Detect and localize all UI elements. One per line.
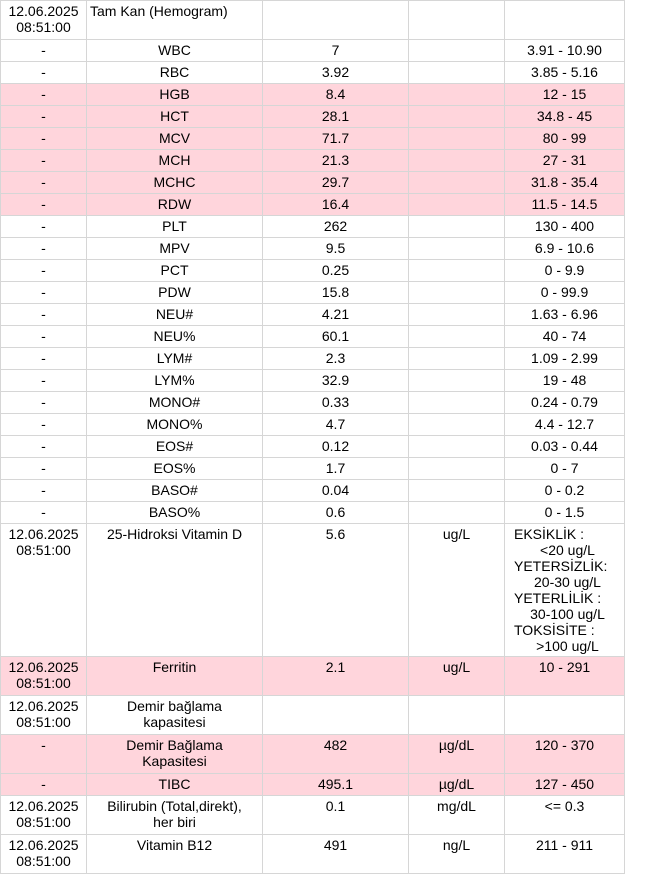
- result-value-cell: 16.4: [263, 194, 409, 216]
- result-date-cell: -: [1, 436, 87, 458]
- reference-range-cell: 0 - 0.2: [505, 480, 625, 502]
- reference-range-cell: 6.9 - 10.6: [505, 238, 625, 260]
- unit-cell: [409, 40, 505, 62]
- reference-range-cell: 40 - 74: [505, 326, 625, 348]
- result-date-cell: -: [1, 84, 87, 106]
- reference-range-cell: [505, 1, 625, 40]
- result-date-cell: -: [1, 62, 87, 84]
- unit-cell: µg/dL: [409, 774, 505, 796]
- reference-range-cell: 0.03 - 0.44: [505, 436, 625, 458]
- table-row: [1, 524, 625, 657]
- test-name-cell: MCHC: [87, 172, 263, 194]
- unit-cell: [409, 304, 505, 326]
- unit-cell: [409, 414, 505, 436]
- table-row: [1, 62, 625, 84]
- result-date-cell: -: [1, 392, 87, 414]
- result-value-cell: 2.3: [263, 348, 409, 370]
- reference-range-cell: 19 - 48: [505, 370, 625, 392]
- unit-cell: [409, 392, 505, 414]
- table-row: [1, 1, 625, 40]
- reference-range-line: EKSİKLİK :: [514, 526, 585, 542]
- unit-cell: [409, 370, 505, 392]
- test-name-cell: NEU#: [87, 304, 263, 326]
- table-row: [1, 696, 625, 735]
- reference-range-list: [508, 526, 621, 654]
- reference-range-cell: 127 - 450: [505, 774, 625, 796]
- reference-range-cell: 0.24 - 0.79: [505, 392, 625, 414]
- unit-cell: [409, 238, 505, 260]
- table-row: [1, 502, 625, 524]
- test-name-cell: WBC: [87, 40, 263, 62]
- table-row: [1, 128, 625, 150]
- reference-range-cell: [505, 696, 625, 735]
- table-row: [1, 480, 625, 502]
- table-row: [1, 392, 625, 414]
- test-name-cell: LYM#: [87, 348, 263, 370]
- table-row: [1, 304, 625, 326]
- table-row: [1, 774, 625, 796]
- result-value-cell: 29.7: [263, 172, 409, 194]
- test-name-cell: MONO#: [87, 392, 263, 414]
- result-date-cell: 12.06.2025 08:51:00: [1, 524, 87, 657]
- result-value-cell: 8.4: [263, 84, 409, 106]
- table-row: [1, 150, 625, 172]
- result-date-cell: -: [1, 194, 87, 216]
- test-name-cell: 25-Hidroksi Vitamin D: [87, 524, 263, 657]
- result-value-cell: 262: [263, 216, 409, 238]
- table-row: [1, 40, 625, 62]
- reference-range-line: 20-30 ug/L: [534, 574, 601, 590]
- reference-range-line: YETERSİZLİK:: [514, 558, 608, 574]
- reference-range-cell: 211 - 911: [505, 835, 625, 874]
- reference-range-cell: <= 0.3: [505, 796, 625, 835]
- test-name-cell: Demir bağlama kapasitesi: [87, 696, 263, 735]
- unit-cell: [409, 106, 505, 128]
- unit-cell: [409, 216, 505, 238]
- table-row: [1, 835, 625, 874]
- unit-cell: [409, 150, 505, 172]
- table-row: [1, 735, 625, 774]
- reference-range-cell: 130 - 400: [505, 216, 625, 238]
- table-row: [1, 414, 625, 436]
- table-row: [1, 458, 625, 480]
- unit-cell: [409, 458, 505, 480]
- result-value-cell: 71.7: [263, 128, 409, 150]
- reference-range-cell: 80 - 99: [505, 128, 625, 150]
- result-date-cell: -: [1, 735, 87, 774]
- result-date-cell: -: [1, 40, 87, 62]
- test-name-cell: PDW: [87, 282, 263, 304]
- reference-range-cell: 12 - 15: [505, 84, 625, 106]
- result-date-cell: -: [1, 172, 87, 194]
- test-name-cell: BASO#: [87, 480, 263, 502]
- reference-range-cell: 3.85 - 5.16: [505, 62, 625, 84]
- result-value-cell: 32.9: [263, 370, 409, 392]
- result-date-cell: -: [1, 150, 87, 172]
- result-value-cell: [263, 696, 409, 735]
- unit-cell: ug/L: [409, 657, 505, 696]
- reference-range-cell: 4.4 - 12.7: [505, 414, 625, 436]
- unit-cell: [409, 480, 505, 502]
- result-value-cell: 7: [263, 40, 409, 62]
- result-date-cell: -: [1, 348, 87, 370]
- reference-range-cell: 1.09 - 2.99: [505, 348, 625, 370]
- result-value-cell: 1.7: [263, 458, 409, 480]
- result-value-cell: [263, 1, 409, 40]
- result-date-cell: -: [1, 128, 87, 150]
- result-value-cell: 0.6: [263, 502, 409, 524]
- unit-cell: ug/L: [409, 524, 505, 657]
- test-name-cell: Vitamin B12: [87, 835, 263, 874]
- result-value-cell: 0.33: [263, 392, 409, 414]
- table-row: [1, 84, 625, 106]
- unit-cell: mg/dL: [409, 796, 505, 835]
- table-row: [1, 326, 625, 348]
- result-date-cell: -: [1, 370, 87, 392]
- table-row: [1, 282, 625, 304]
- result-date-cell: 12.06.2025 08:51:00: [1, 657, 87, 696]
- result-date-cell: -: [1, 238, 87, 260]
- result-value-cell: 495.1: [263, 774, 409, 796]
- result-value-cell: 491: [263, 835, 409, 874]
- reference-range-line: <20 ug/L: [540, 542, 595, 558]
- unit-cell: ng/L: [409, 835, 505, 874]
- result-value-cell: 0.25: [263, 260, 409, 282]
- unit-cell: [409, 172, 505, 194]
- result-value-cell: 28.1: [263, 106, 409, 128]
- test-name-cell: MPV: [87, 238, 263, 260]
- table-row: [1, 436, 625, 458]
- result-date-cell: 12.06.2025 08:51:00: [1, 796, 87, 835]
- result-value-cell: 482: [263, 735, 409, 774]
- reference-range-cell: [505, 524, 625, 657]
- unit-cell: [409, 348, 505, 370]
- result-date-cell: -: [1, 414, 87, 436]
- test-name-cell: MCV: [87, 128, 263, 150]
- reference-range-cell: 10 - 291: [505, 657, 625, 696]
- result-date-cell: -: [1, 216, 87, 238]
- unit-cell: [409, 696, 505, 735]
- result-value-cell: 0.04: [263, 480, 409, 502]
- result-date-cell: -: [1, 260, 87, 282]
- result-date-cell: 12.06.2025 08:51:00: [1, 1, 87, 40]
- test-name-cell: MCH: [87, 150, 263, 172]
- result-date-cell: -: [1, 458, 87, 480]
- unit-cell: [409, 128, 505, 150]
- table-row: [1, 370, 625, 392]
- result-value-cell: 60.1: [263, 326, 409, 348]
- test-name-cell: NEU%: [87, 326, 263, 348]
- reference-range-cell: 120 - 370: [505, 735, 625, 774]
- reference-range-line: >100 ug/L: [536, 638, 599, 654]
- table-row: [1, 216, 625, 238]
- unit-cell: [409, 260, 505, 282]
- result-value-cell: 21.3: [263, 150, 409, 172]
- reference-range-cell: 34.8 - 45: [505, 106, 625, 128]
- table-row: [1, 238, 625, 260]
- result-value-cell: 9.5: [263, 238, 409, 260]
- unit-cell: [409, 326, 505, 348]
- unit-cell: [409, 282, 505, 304]
- result-date-cell: -: [1, 106, 87, 128]
- test-name-cell: PLT: [87, 216, 263, 238]
- table-row: [1, 796, 625, 835]
- test-name-cell: RDW: [87, 194, 263, 216]
- test-name-cell: PCT: [87, 260, 263, 282]
- test-name-cell: HGB: [87, 84, 263, 106]
- reference-range-cell: 0 - 7: [505, 458, 625, 480]
- table-row: [1, 657, 625, 696]
- test-name-cell: EOS#: [87, 436, 263, 458]
- reference-range-cell: 0 - 9.9: [505, 260, 625, 282]
- test-name-cell: EOS%: [87, 458, 263, 480]
- result-value-cell: 5.6: [263, 524, 409, 657]
- reference-range-cell: 11.5 - 14.5: [505, 194, 625, 216]
- unit-cell: [409, 436, 505, 458]
- unit-cell: [409, 194, 505, 216]
- result-date-cell: 12.06.2025 08:51:00: [1, 835, 87, 874]
- reference-range-cell: 0 - 1.5: [505, 502, 625, 524]
- test-name-cell: TIBC: [87, 774, 263, 796]
- unit-cell: [409, 62, 505, 84]
- result-date-cell: -: [1, 326, 87, 348]
- reference-range-line: 30-100 ug/L: [530, 606, 605, 622]
- table-row: [1, 172, 625, 194]
- reference-range-cell: 27 - 31: [505, 150, 625, 172]
- table-row: [1, 260, 625, 282]
- reference-range-cell: 1.63 - 6.96: [505, 304, 625, 326]
- result-date-cell: -: [1, 480, 87, 502]
- table-row: [1, 348, 625, 370]
- test-name-cell: Ferritin: [87, 657, 263, 696]
- result-date-cell: -: [1, 774, 87, 796]
- result-date-cell: 12.06.2025 08:51:00: [1, 696, 87, 735]
- result-date-cell: -: [1, 282, 87, 304]
- test-name-cell: HCT: [87, 106, 263, 128]
- test-name-cell: Tam Kan (Hemogram): [87, 1, 263, 40]
- result-value-cell: 0.1: [263, 796, 409, 835]
- unit-cell: µg/dL: [409, 735, 505, 774]
- result-date-cell: -: [1, 304, 87, 326]
- table-row: [1, 106, 625, 128]
- reference-range-cell: 31.8 - 35.4: [505, 172, 625, 194]
- lab-results-body: [1, 1, 625, 874]
- result-value-cell: 4.21: [263, 304, 409, 326]
- result-value-cell: 4.7: [263, 414, 409, 436]
- reference-range-line: TOKSİSİTE :: [514, 622, 595, 638]
- result-value-cell: 15.8: [263, 282, 409, 304]
- test-name-cell: Bilirubin (Total,direkt), her biri: [87, 796, 263, 835]
- unit-cell: [409, 502, 505, 524]
- test-name-cell: LYM%: [87, 370, 263, 392]
- result-date-cell: -: [1, 502, 87, 524]
- result-value-cell: 2.1: [263, 657, 409, 696]
- result-value-cell: 0.12: [263, 436, 409, 458]
- test-name-cell: Demir Bağlama Kapasitesi: [87, 735, 263, 774]
- test-name-cell: MONO%: [87, 414, 263, 436]
- unit-cell: [409, 84, 505, 106]
- unit-cell: [409, 1, 505, 40]
- test-name-cell: BASO%: [87, 502, 263, 524]
- result-value-cell: 3.92: [263, 62, 409, 84]
- reference-range-cell: 3.91 - 10.90: [505, 40, 625, 62]
- reference-range-line: YETERLİLİK :: [514, 590, 602, 606]
- test-name-cell: RBC: [87, 62, 263, 84]
- table-row: [1, 194, 625, 216]
- reference-range-cell: 0 - 99.9: [505, 282, 625, 304]
